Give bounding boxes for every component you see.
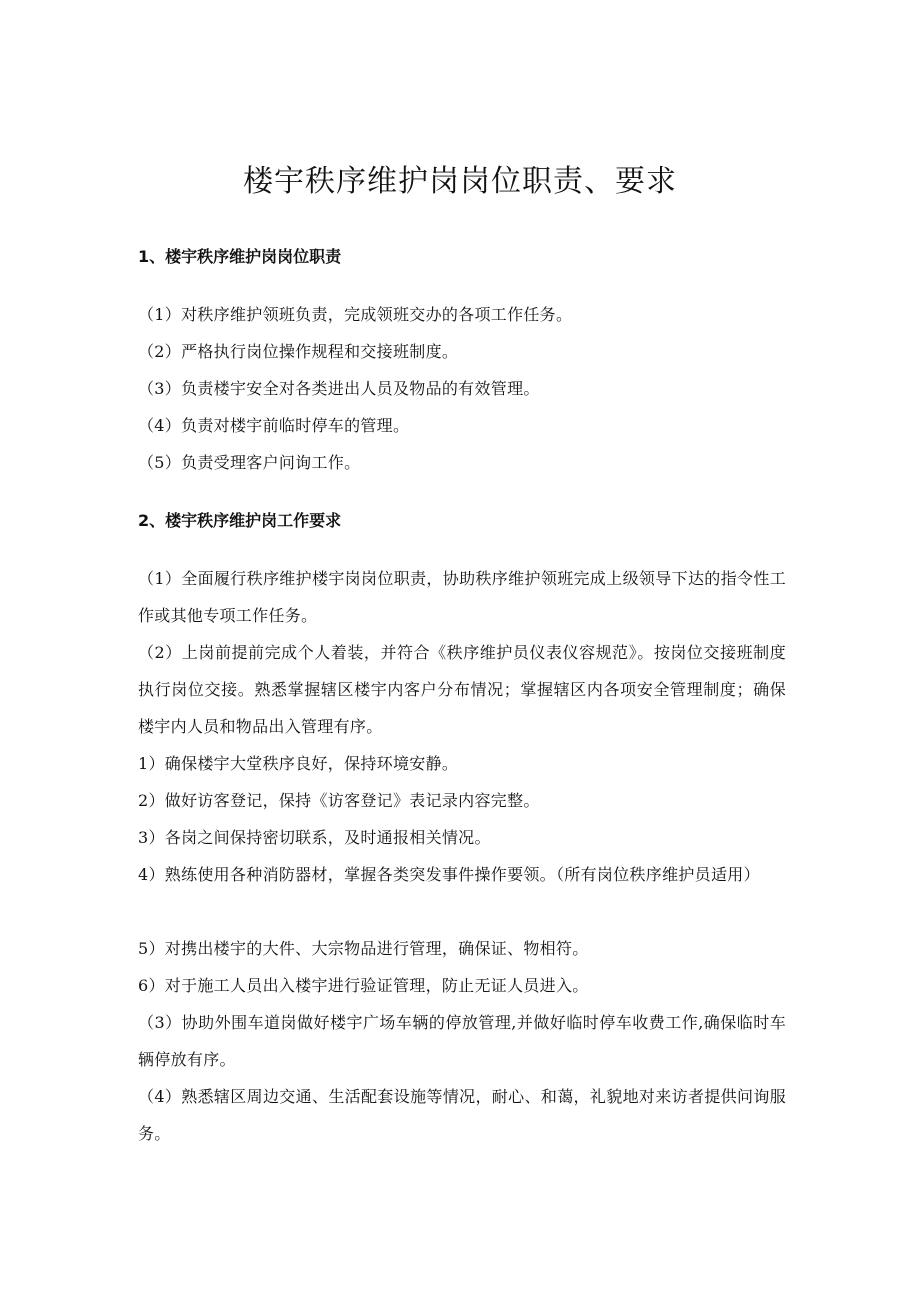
requirement-item: （1）全面履行秩序维护楼宇岗岗位职责，协助秩序维护领班完成上级领导下达的指令性工作或其他专项工作任务。 (138, 569, 786, 625)
document-title: 楼宇秩序维护岗岗位职责、要求 (243, 164, 677, 199)
responsibility-item: （5）负责受理客户问询工作。 (138, 453, 361, 472)
requirement-subitem: 2）做好访客登记，保持《访客登记》表记录内容完整。 (138, 791, 540, 810)
requirement-item: （2）上岗前提前完成个人着装，并符合《秩序维护员仪表仪容规范》。按岗位交接班制度执行岗位交接。熟悉掌握辖区楼宇内客户分布情况；掌握辖区内各项安全管理制度；确保楼宇内人员和物品出入管理有序。 (138, 643, 786, 736)
responsibility-item: （4）负责对楼宇前临时停车的管理。 (138, 416, 410, 435)
requirement-subitem: 3）各岗之间保持密切联系，及时通报相关情况。 (138, 828, 491, 847)
requirement-item: （4）熟悉辖区周边交通、生活配套设施等情况，耐心、和蔼，礼貌地对来访者提供问询服务。 (138, 1087, 786, 1143)
responsibility-item: （2）严格执行岗位操作规程和交接班制度。 (138, 342, 459, 361)
responsibility-item: （1）对秩序维护领班负责，完成领班交办的各项工作任务。 (138, 305, 573, 324)
requirement-subitem: 1）确保楼宇大堂秩序良好，保持环境安静。 (138, 754, 459, 773)
requirement-subitem: 5）对携出楼宇的大件、大宗物品进行管理，确保证、物相符。 (138, 939, 589, 958)
section-heading-requirements: 2、楼宇秩序维护岗工作要求 (138, 511, 342, 530)
requirement-subitem: 6）对于施工人员出入楼宇进行验证管理，防止无证人员进入。 (138, 976, 589, 995)
responsibility-item: （3）负责楼宇安全对各类进出人员及物品的有效管理。 (138, 379, 540, 398)
section-heading-responsibilities: 1、楼宇秩序维护岗岗位职责 (138, 247, 342, 266)
requirement-subitem: 4）熟练使用各种消防器材，掌握各类突发事件操作要领。（所有岗位秩序维护员适用） (138, 865, 760, 884)
requirement-item: （3）协助外围车道岗做好楼宇广场车辆的停放管理,并做好临时停车收费工作,确保临时车辆停放有序。 (138, 1013, 786, 1069)
